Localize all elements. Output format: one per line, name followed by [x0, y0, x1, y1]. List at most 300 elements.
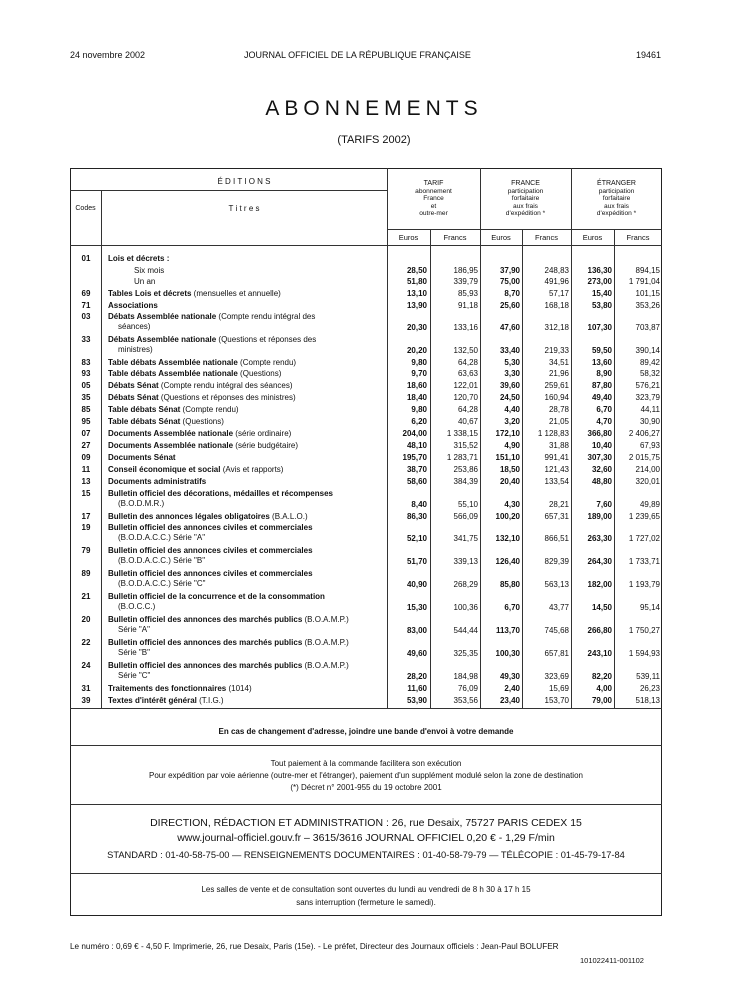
row-title-main: Bulletin officiel des annonces civiles et commerciales [108, 523, 313, 532]
row-code: 13 [81, 477, 91, 486]
row-code: 79 [81, 546, 91, 555]
francs-value: 95,14 [639, 603, 660, 612]
row-code: 85 [81, 405, 91, 414]
euros-value: 87,80 [591, 381, 612, 390]
euros-value: 13,10 [406, 289, 427, 298]
euros-value: 79,00 [591, 696, 612, 705]
euros-value: 39,60 [499, 381, 520, 390]
row-title-main: Documents Assemblée nationale [108, 429, 234, 438]
euros-value: 49,40 [591, 393, 612, 402]
euros-value: 195,70 [402, 453, 427, 462]
row-code: 19 [81, 523, 91, 532]
francs-value: 34,51 [548, 358, 569, 367]
francs-value: 64,28 [457, 405, 478, 414]
francs-value: 100,36 [453, 603, 478, 612]
euros-value: 243,10 [587, 649, 612, 658]
euros-value: 14,50 [591, 603, 612, 612]
row-title-rest: (Questions) [237, 369, 282, 378]
francs-value: 320,01 [635, 477, 660, 486]
euros-value: 4,90 [504, 441, 520, 450]
francs-value: 253,86 [453, 465, 478, 474]
row-title [108, 369, 386, 379]
euros-value: 4,00 [596, 684, 612, 693]
row-title-rest: (1014) [226, 684, 252, 693]
euros-value: 75,00 [499, 277, 520, 286]
row-title-main: Bulletin officiel des décorations, médailles et récompenses [108, 489, 333, 498]
francs-value: 214,00 [635, 465, 660, 474]
row-title-line2: (B.O.D.A.C.C.) Série "B" [118, 555, 206, 565]
row-title-main: Bulletin officiel des annonces des marchés publics [108, 615, 303, 624]
francs-value: 315,52 [453, 441, 478, 450]
euros-value: 28,20 [406, 672, 427, 681]
francs-value: 184,98 [453, 672, 478, 681]
francs-label: Francs [443, 233, 467, 242]
euros-value: 25,60 [499, 301, 520, 310]
euros-value: 40,90 [406, 580, 427, 589]
row-code: 89 [81, 569, 91, 578]
page-title: ABONNEMENTS [265, 97, 483, 120]
row-title-rest: (série budgétaire) [233, 441, 298, 450]
francs-value: 866,51 [544, 534, 569, 543]
euros-value: 51,70 [406, 557, 427, 566]
row-code: 33 [81, 335, 91, 344]
francs-value: 40,67 [457, 417, 478, 426]
francs-value: 28,78 [548, 405, 569, 414]
francs-value: 121,43 [544, 465, 569, 474]
row-title-main: Table débats Sénat [108, 417, 181, 426]
row-title [108, 477, 386, 487]
euros-value: 9,80 [411, 358, 427, 367]
francs-value: 341,75 [453, 534, 478, 543]
row-title-rest: (B.O.A.M.P.) [302, 638, 349, 647]
euros-value: 2,40 [504, 684, 520, 693]
row-title-rest: (Avis et rapports) [220, 465, 284, 474]
row-title-rest: (Compte rendu intégral des séances) [158, 381, 293, 390]
euros-value: 9,70 [411, 369, 427, 378]
euros-value: 273,00 [587, 277, 612, 286]
euros-value: 132,10 [495, 534, 520, 543]
francs-value: 325,35 [453, 649, 478, 658]
row-code: 27 [81, 441, 91, 450]
euros-value: 100,20 [495, 512, 520, 521]
francs-value: 67,93 [639, 441, 660, 450]
row-title [108, 429, 386, 439]
row-title-line2: Série "B" [118, 647, 150, 657]
row-title-main: Bulletin des annonces légales obligatoires [108, 512, 270, 521]
francs-value: 390,14 [635, 346, 660, 355]
francs-value: 160,94 [544, 393, 569, 402]
francs-value: 89,42 [639, 358, 660, 367]
row-title [134, 277, 412, 287]
francs-value: 168,18 [544, 301, 569, 310]
francs-value: 1 128,83 [537, 429, 569, 438]
francs-value: 133,16 [453, 323, 478, 332]
row-title [108, 289, 386, 299]
francs-value: 657,81 [544, 649, 569, 658]
francs-label: Francs [535, 233, 558, 242]
euros-value: 8,70 [504, 289, 520, 298]
row-title-line2: (B.O.C.C.) [118, 601, 156, 611]
row-code: 01 [81, 254, 91, 263]
euros-value: 37,90 [499, 266, 520, 275]
francs-value: 745,68 [544, 626, 569, 635]
euros-value: 53,80 [591, 301, 612, 310]
euros-value: 18,60 [406, 381, 427, 390]
row-title-main: Table débats Assemblée nationale [108, 358, 238, 367]
row-title-main: Traitements des fonctionnaires [108, 684, 227, 693]
row-title-main: Débats Sénat [108, 393, 159, 402]
row-title-rest: (mensuelles et annuelle) [191, 289, 281, 298]
row-code: 24 [81, 661, 91, 670]
row-title [108, 393, 386, 403]
row-code: 95 [81, 417, 91, 426]
row-title-rest: (série ordinaire) [233, 429, 292, 438]
euros-value: 107,30 [587, 323, 612, 332]
row-title-rest: (Questions) [180, 417, 224, 426]
euros-value: 49,60 [406, 649, 427, 658]
row-title [108, 335, 386, 354]
row-title-line2: (B.O.D.A.C.C.) Série "A" [118, 532, 206, 542]
francs-value: 58,32 [639, 369, 660, 378]
row-title-line2: (B.O.D.M.R.) [118, 498, 165, 508]
euros-value: 113,70 [495, 626, 520, 635]
row-title [108, 684, 386, 694]
row-title [108, 441, 386, 451]
euros-value: 189,00 [587, 512, 612, 521]
euros-value: 38,70 [406, 465, 427, 474]
francs-value: 1 193,79 [628, 580, 660, 589]
row-title [108, 465, 386, 475]
row-title [108, 523, 386, 542]
euros-value: 82,20 [591, 672, 612, 681]
euros-value: 266,80 [587, 626, 612, 635]
euros-value: 366,80 [587, 429, 612, 438]
row-title-main: Documents administratifs [108, 477, 207, 486]
francs-value: 31,88 [548, 441, 569, 450]
row-code: 09 [81, 453, 91, 462]
euros-value: 24,50 [499, 393, 520, 402]
francs-value: 101,15 [635, 289, 660, 298]
payment-note: Tout paiement à la commande facilitera son exécution [270, 759, 462, 768]
euros-value: 18,50 [499, 465, 520, 474]
euros-value: 49,30 [499, 672, 520, 681]
decree-note: (*) Décret n° 2001-955 du 19 octobre 2001 [290, 783, 442, 792]
euros-value: 28,50 [406, 266, 427, 275]
francs-value: 186,95 [453, 266, 478, 275]
row-code: 20 [81, 615, 91, 624]
euros-value: 86,30 [406, 512, 427, 521]
francs-value: 15,69 [548, 684, 569, 693]
francs-value: 76,09 [457, 684, 478, 693]
euros-value: 7,60 [596, 500, 612, 509]
euros-label: Euros [582, 233, 603, 242]
euros-value: 59,50 [591, 346, 612, 355]
francs-value: 1 791,04 [628, 277, 660, 286]
row-code: 69 [81, 289, 91, 298]
euros-value: 151,10 [495, 453, 520, 462]
row-code: 21 [81, 592, 91, 601]
francs-value: 353,26 [635, 301, 660, 310]
row-title-main: Un an [134, 277, 156, 286]
row-title-rest: (B.O.A.M.P.) [302, 661, 349, 670]
row-title [108, 417, 386, 427]
francs-value: 1 750,27 [628, 626, 660, 635]
euros-value: 9,80 [411, 405, 427, 414]
francs-label: Francs [626, 233, 650, 242]
titres-header: T i t r e s [228, 204, 260, 213]
francs-value: 28,21 [548, 500, 569, 509]
euros-value: 52,10 [406, 534, 427, 543]
francs-value: 1 594,93 [628, 649, 660, 658]
euros-value: 182,00 [587, 580, 612, 589]
sales-hours-2: sans interruption (fermeture le samedi). [296, 898, 436, 907]
air-shipping-note: Pour expédition par voie aérienne (outre-mer et l'étranger), paiement d'un supplément modulé selon la zone de destination [149, 771, 583, 780]
row-code: 11 [81, 465, 91, 474]
address-change-note: En cas de changement d'adresse, joindre une bande d'envoi à votre demande [218, 727, 514, 736]
row-code: 31 [81, 684, 91, 693]
euros-value: 51,80 [406, 277, 427, 286]
codes-header: Codes [75, 205, 96, 212]
francs-value: 339,13 [453, 557, 478, 566]
euros-value: 4,70 [596, 417, 612, 426]
row-title [108, 254, 386, 264]
francs-value: 566,09 [453, 512, 478, 521]
row-code: 35 [81, 393, 91, 402]
row-title-line2: Série "C" [118, 670, 151, 680]
euros-value: 33,40 [499, 346, 520, 355]
euros-value: 15,30 [406, 603, 427, 612]
row-title-line2: séances) [118, 321, 151, 331]
francs-value: 1 283,71 [446, 453, 478, 462]
euros-value: 172,10 [495, 429, 520, 438]
euros-value: 83,00 [406, 626, 427, 635]
row-title-main: Documents Assemblée nationale [108, 441, 234, 450]
row-title-main: Textes d'intérêt général [108, 696, 197, 705]
francs-value: 1 733,71 [628, 557, 660, 566]
row-title [108, 512, 386, 522]
euros-value: 6,70 [504, 603, 520, 612]
francs-value: 339,79 [453, 277, 478, 286]
editions-header: É D I T I O N S [217, 177, 271, 186]
phone-line: STANDARD : 01-40-58-75-00 — RENSEIGNEMENTS DOCUMENTAIRES : 01-40-58-79-79 — TÉLÉCOPIE : 01-45-79-17-84 [107, 850, 625, 860]
row-code: 05 [81, 381, 91, 390]
tarif-header: TARIF abonnement France et outre-mer [415, 180, 452, 218]
euros-value: 4,30 [504, 500, 520, 509]
euros-value: 6,70 [596, 405, 612, 414]
row-code: 71 [81, 301, 91, 310]
francs-value: 991,41 [544, 453, 569, 462]
row-title [108, 638, 386, 657]
francs-value: 544,44 [453, 626, 478, 635]
euros-value: 5,30 [504, 358, 520, 367]
euros-value: 8,90 [596, 369, 612, 378]
row-title-main: Lois et décrets : [108, 254, 170, 263]
row-title [108, 569, 386, 588]
row-title-main: Table débats Assemblée nationale [108, 369, 238, 378]
footer-ref: 101022411-001102 [580, 956, 644, 965]
row-title-main: Six mois [134, 266, 165, 275]
header-page: 19461 [636, 50, 662, 60]
francs-value: 91,18 [457, 301, 478, 310]
row-title-rest: (Compte rendu) [180, 405, 239, 414]
row-title [108, 301, 386, 311]
euros-value: 48,10 [406, 441, 427, 450]
row-code: 17 [81, 512, 91, 521]
euros-value: 48,80 [591, 477, 612, 486]
row-title-main: Bulletin officiel des annonces des marchés publics [108, 661, 303, 670]
row-title-rest: (B.A.L.O.) [269, 512, 308, 521]
row-title-main: Débats Sénat [108, 381, 159, 390]
euros-value: 13,90 [406, 301, 427, 310]
row-title [108, 615, 386, 634]
row-title-main: Documents Sénat [108, 453, 176, 462]
francs-value: 353,56 [453, 696, 478, 705]
row-title-rest: (Questions et réponses des [216, 335, 317, 344]
euros-value: 20,20 [406, 346, 427, 355]
row-code: 22 [81, 638, 91, 647]
euros-value: 18,40 [406, 393, 427, 402]
direction-address: DIRECTION, RÉDACTION ET ADMINISTRATION : 26, rue Desaix, 75727 PARIS CEDEX 15 [150, 817, 582, 829]
euros-value: 100,30 [495, 649, 520, 658]
row-title-main: Débats Assemblée nationale [108, 335, 217, 344]
francs-value: 120,70 [453, 393, 478, 402]
row-title-line2: ministres) [118, 344, 153, 354]
euros-value: 3,30 [504, 369, 520, 378]
francs-value: 518,13 [635, 696, 660, 705]
francs-value: 657,31 [544, 512, 569, 521]
row-code: 15 [81, 489, 91, 498]
row-title [108, 489, 386, 508]
francs-value: 153,70 [544, 696, 569, 705]
row-title [108, 381, 386, 391]
francs-value: 563,13 [544, 580, 569, 589]
francs-value: 703,87 [635, 323, 660, 332]
euros-label: Euros [491, 233, 511, 242]
row-title [108, 453, 386, 463]
euros-value: 10,40 [591, 441, 612, 450]
row-code: 03 [81, 312, 91, 321]
row-code: 07 [81, 429, 91, 438]
euros-value: 53,90 [406, 696, 427, 705]
francs-value: 133,54 [544, 477, 569, 486]
euros-label: Euros [398, 233, 419, 242]
row-title-main: Bulletin officiel des annonces civiles et commerciales [108, 569, 313, 578]
euros-value: 20,40 [499, 477, 520, 486]
header-date: 24 novembre 2002 [70, 50, 146, 60]
row-title [108, 696, 386, 706]
euros-value: 263,30 [587, 534, 612, 543]
euros-value: 307,30 [587, 453, 612, 462]
row-title-main: Bulletin officiel de la concurrence et de la consommation [108, 592, 325, 601]
francs-value: 2 015,75 [628, 453, 660, 462]
euros-value: 4,40 [504, 405, 520, 414]
francs-value: 63,63 [457, 369, 478, 378]
row-title-main: Bulletin officiel des annonces des marchés publics [108, 638, 303, 647]
website-line: www.journal-officiel.gouv.fr – 3615/3616 JOURNAL OFFICIEL 0,20 € - 1,29 F/min [177, 832, 555, 844]
francs-value: 323,79 [635, 393, 660, 402]
euros-value: 23,40 [499, 696, 520, 705]
row-title [108, 405, 386, 415]
francs-value: 2 406,27 [628, 429, 660, 438]
row-title-rest: (B.O.A.M.P.) [302, 615, 349, 624]
page-subtitle: (TARIFS 2002) [337, 134, 411, 146]
row-title-rest: (Compte rendu) [237, 358, 297, 367]
francs-value: 268,29 [453, 580, 478, 589]
france-header: FRANCE participation forfaitaire aux frais d'expédition * [505, 180, 546, 218]
row-code: 83 [81, 358, 91, 367]
francs-value: 384,39 [453, 477, 478, 486]
row-title-main: Associations [108, 301, 158, 310]
francs-value: 132,50 [453, 346, 478, 355]
euros-value: 47,60 [499, 323, 520, 332]
row-title-rest: (Questions et réponses des ministres) [158, 393, 296, 402]
row-title [108, 312, 386, 331]
row-title-main: Débats Assemblée nationale [108, 312, 217, 321]
euros-value: 126,40 [495, 557, 520, 566]
francs-value: 21,96 [548, 369, 569, 378]
francs-value: 122,01 [453, 381, 478, 390]
euros-value: 3,20 [504, 417, 520, 426]
euros-value: 85,80 [499, 580, 520, 589]
row-title [108, 546, 386, 565]
francs-value: 64,28 [457, 358, 478, 367]
header-journal: JOURNAL OFFICIEL DE LA RÉPUBLIQUE FRANÇAISE [244, 50, 471, 60]
francs-value: 491,96 [544, 277, 569, 286]
euros-value: 136,30 [587, 266, 612, 275]
francs-value: 1 338,15 [446, 429, 478, 438]
francs-value: 1 239,65 [628, 512, 660, 521]
euros-value: 6,20 [411, 417, 427, 426]
row-title [108, 592, 386, 611]
francs-value: 1 727,02 [628, 534, 660, 543]
francs-value: 26,23 [639, 684, 660, 693]
euros-value: 8,40 [411, 500, 427, 509]
euros-value: 264,30 [587, 557, 612, 566]
euros-value: 32,60 [591, 465, 612, 474]
row-title-line2: (B.O.D.A.C.C.) Série "C" [118, 578, 206, 588]
etranger-header: ÉTRANGER participation forfaitaire aux frais d'expédition * [596, 180, 637, 218]
francs-value: 576,21 [635, 381, 660, 390]
francs-value: 219,33 [544, 346, 569, 355]
francs-value: 894,15 [635, 266, 660, 275]
francs-value: 539,11 [636, 672, 660, 681]
row-title [108, 661, 386, 680]
francs-value: 43,77 [548, 603, 569, 612]
francs-value: 30,90 [639, 417, 660, 426]
francs-value: 323,69 [544, 672, 569, 681]
row-title-line2: Série "A" [118, 624, 150, 634]
francs-value: 55,10 [457, 500, 478, 509]
euros-value: 20,30 [406, 323, 427, 332]
footer-line: Le numéro : 0,69 € - 4,50 F. Imprimerie, 26, rue Desaix, Paris (15e). - Le préfet, Directeur des Journaux officiels : Jean-Paul BOLUFER [70, 942, 559, 951]
row-title-main: Bulletin officiel des annonces civiles et commerciales [108, 546, 313, 555]
row-title [134, 266, 412, 276]
francs-value: 248,83 [544, 266, 569, 275]
euros-value: 13,60 [591, 358, 612, 367]
euros-value: 11,60 [407, 684, 427, 693]
sales-hours: Les salles de vente et de consultation sont ouvertes du lundi au vendredi de 8 h 30 à 17 h 15 [201, 885, 531, 894]
francs-value: 829,39 [544, 557, 569, 566]
row-title-main: Tables Lois et décrets [108, 289, 192, 298]
euros-value: 204,00 [402, 429, 427, 438]
row-title-main: Conseil économique et social [108, 465, 221, 474]
francs-value: 312,18 [544, 323, 569, 332]
row-title-rest: (Compte rendu intégral des [216, 312, 316, 321]
francs-value: 85,93 [457, 289, 478, 298]
euros-value: 15,40 [591, 289, 612, 298]
francs-value: 21,05 [548, 417, 569, 426]
row-code: 93 [81, 369, 91, 378]
